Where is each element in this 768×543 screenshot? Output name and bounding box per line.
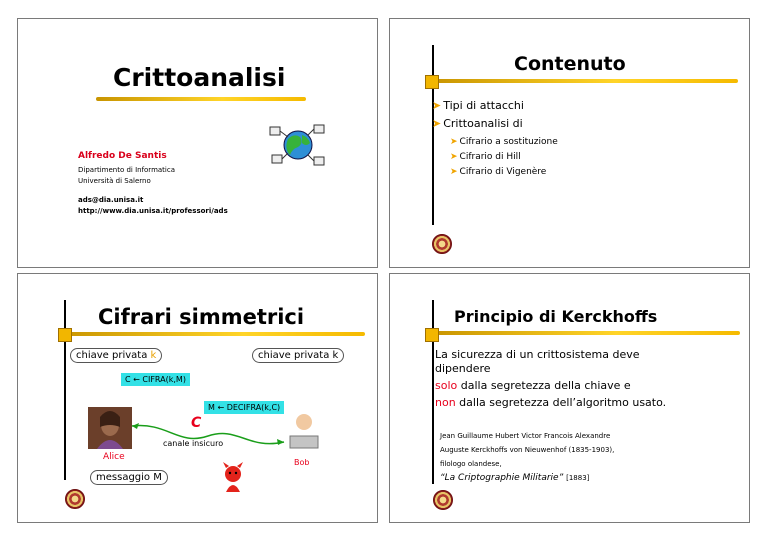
- list-item: ➤ Crittoanalisi di: [432, 117, 523, 130]
- vertical-rule: [432, 45, 434, 225]
- title-square-marker: [425, 328, 439, 342]
- ciphertext-label: C: [191, 415, 202, 431]
- list-item: ➤ Tipi di attacchi: [432, 99, 524, 112]
- slide-principio-kerckhoffs[interactable]: [389, 273, 750, 523]
- homepage-url: http://www.dia.unisa.it/professori/ads: [78, 207, 228, 215]
- list-item: ➤ Cifrario a sostituzione: [450, 137, 558, 147]
- author-name: Alfredo De Santis: [78, 151, 167, 161]
- bio-line-2: Auguste Kerckhoffs von Nieuwenhof (1835-1903),: [440, 446, 615, 454]
- university-seal-icon: [432, 234, 452, 254]
- slide-title: Crittoanalisi: [113, 63, 286, 92]
- slide-cifrari-simmetrici[interactable]: [17, 273, 378, 523]
- principle-line-3: solo dalla segretezza della chiave e: [435, 379, 631, 392]
- globe-network-icon: [268, 119, 328, 171]
- principle-line-2: dipendere: [435, 362, 491, 375]
- slide-crittoanalisi[interactable]: [17, 18, 378, 268]
- slide-title: Contenuto: [514, 53, 626, 75]
- university-seal-icon: [65, 489, 85, 509]
- private-key-left: chiave privata k: [70, 348, 162, 363]
- title-underline: [430, 331, 740, 335]
- alice-figure: [88, 407, 132, 449]
- vertical-rule: [64, 300, 66, 480]
- decrypt-formula: M ← DECIFRA(k,C): [204, 401, 284, 414]
- insecure-channel-label: canale insicuro: [163, 439, 224, 448]
- principle-line-4: non dalla segretezza dell’algoritmo usato.: [435, 396, 667, 409]
- book-title: “La Criptographie Militarie” [1883]: [440, 473, 590, 483]
- bob-label: Bob: [294, 458, 310, 467]
- principle-line-1: La sicurezza di un crittosistema deve: [435, 348, 640, 361]
- title-underline: [60, 332, 365, 336]
- bio-line-3: filologo olandese,: [440, 460, 502, 468]
- slide-contenuto[interactable]: [389, 18, 750, 268]
- slide-title: Principio di Kerckhoffs: [454, 307, 658, 326]
- university-seal-icon: [433, 490, 453, 510]
- encrypt-formula: C ← CIFRA(k,M): [121, 373, 190, 386]
- title-square-marker: [58, 328, 72, 342]
- devil-eavesdropper-icon: [218, 462, 248, 494]
- slide-title: Cifrari simmetrici: [98, 305, 305, 329]
- department: Dipartimento di Informatica: [78, 166, 176, 174]
- title-underline: [96, 97, 306, 101]
- list-item: ➤ Cifrario di Vigenère: [450, 167, 547, 177]
- title-underline: [430, 79, 738, 83]
- email: ads@dia.unisa.it: [78, 196, 144, 204]
- list-item: ➤ Cifrario di Hill: [450, 152, 521, 162]
- bio-line-1: Jean Guillaume Hubert Victor Francois Alexandre: [440, 432, 611, 440]
- alice-label: Alice: [103, 452, 125, 462]
- university: Università di Salerno: [78, 177, 151, 185]
- private-key-right: chiave privata k: [252, 348, 344, 363]
- message-bubble: messaggio M: [90, 470, 168, 485]
- title-square-marker: [425, 75, 439, 89]
- bob-figure: [284, 410, 324, 450]
